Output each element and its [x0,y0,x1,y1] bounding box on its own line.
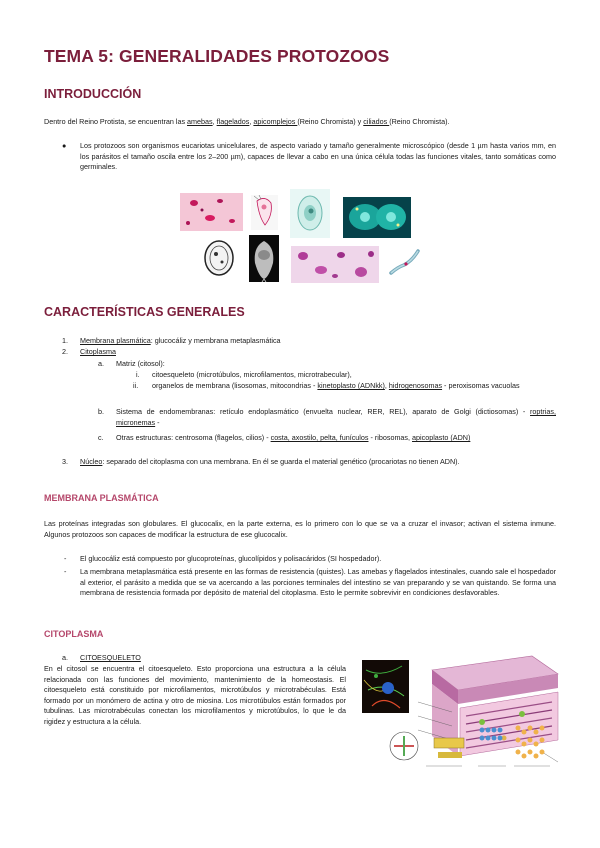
intro-text-a: Dentro del Reino Protista, se encuentran las [44,117,188,126]
ciliate-micrograph [290,189,330,238]
subheading-citoesqueleto-label: CITOESQUELETO [80,653,141,662]
endomembranas-text-b: - [155,417,160,427]
list-num-3: 3. [62,457,68,466]
cyst-drawing [197,236,241,280]
list-label-membrana: Membrana plasmática [80,336,151,345]
organelos-text-a: organelos de membrana (lisosomas, mitocondrias - [152,381,318,390]
fluorescent-micrograph [343,197,411,238]
bullet-dot: ● [62,141,67,150]
intro-text-b: (Reino Chromista) y [297,117,364,126]
membrana-point-metaplasmatica: La membrana metaplasmática está presente en las formas de resistencia (quistes). Las amebas y flagelados intestinales, cuando sale el hospedador al exterior, el parásito a medida que se va acercando a las porciones terminales del intestino se van preparando y se van quistando. Se forma una membrana de resistencia formada por depósito de material del citoplasma. Esto le permite sobrevivir en condiciones desfavorables. [80,567,556,598]
list-num-ii: ii. [133,381,139,390]
page-title: TEMA 5: GENERALIDADES PROTOZOOS [44,46,390,66]
list-label-citoplasma: Citoplasma [80,347,116,356]
sub-num-a: a. [62,653,68,662]
intro-paragraph [44,117,564,128]
list-num-i: i. [136,370,140,379]
membrana-point-glucocaliz: El glucocáliz está compuesto por glucoproteínas, glucolípidos y polisacáridos (SI hospedador). [80,554,382,563]
term-flagelados: flagelados [216,117,250,126]
amoeba-micrograph [180,193,243,231]
organelos-text-b: - peroxisomas vacuolas [442,381,520,390]
list-item-citoesqueleto: citoesqueleto (microtúbulos, microfilamentos, microtrabecular), [152,370,352,379]
citoesqueleto-paragraph: En el citosol se encuentra el citoesqueleto. Esto proporciona una estructura a la célula relacionada con las funciones del movimiento, mantenimiento de la homeostasis. El citoesqueleto está constituido por microfilamentos, microtúbulos y microtrabéculas. Está formado por un monómero de actina y otro de miosina. Los microtúbulos están formados por tubulinas. Las microtrabéculas conectan los microfilamentos y microtúbulos, lo que le da rigidez y estructura a la célula. [44,664,346,726]
cytoskeleton-fluorescence-image [362,660,409,713]
endomembranas-text-a: Sistema de endomembranas: retículo endoplasmático (envuelta nuclear, RER, REL), aparato de Golgi (dictiosomas) - [116,407,531,416]
list-num-1: 1. [62,336,68,345]
list-item-citoplasma [80,347,116,358]
filament-detail-diagrams [382,716,560,776]
term-apicomplejos: apicomplejos [253,117,298,126]
flagellate-drawing [251,195,278,230]
sep: , [384,381,389,390]
sep: , [212,117,217,126]
list-num-2: 2. [62,347,68,356]
list-item-nucleo [80,457,556,468]
subheading-citoesqueleto [80,653,141,664]
list-num-b: b. [98,407,104,416]
heading-citoplasma: CITOPLASMA [44,629,104,639]
dash-1: - [64,554,67,563]
heading-membrana-plasmatica: MEMBRANA PLASMÁTICA [44,493,159,503]
list-num-c: c. [98,433,104,442]
list-item-otras [116,433,556,444]
term-hidrogenosomas: hidrogenosomas [388,381,443,390]
term-roptrias: roptrias, micronemas [116,407,556,427]
otras-text-b: - ribosomas, [368,433,413,442]
list-item-endomembranas [116,407,556,428]
list-item-matriz: Matriz (citosol): [116,359,165,368]
term-apicoplasto: apicoplasto (ADN) [412,433,471,442]
apicomplexa-smear [291,246,379,283]
list-text-membrana: : glucocáliz y membrana metaplasmática [150,336,281,345]
heading-caracteristicas: CARACTERÍSTICAS GENERALES [44,305,245,319]
list-text-nucleo: : separado del citoplasma con una membrana. En él se guarda el material genético (procariotas no tienen ADN). [102,457,460,466]
list-label-nucleo: Núcleo [80,457,103,466]
membrana-paragraph: Las proteínas integradas son globulares. El glucocalix, en la parte externa, es lo primero con lo que se va a cruzar el invasor; activan el sistema inmune. Algunos protozoos son capaces de modificar la estructura de ese glucocalix. [44,519,556,539]
intro-bullet-text: Los protozoos son organismos eucariotas unicelulares, de aspecto variado y tamaño generalmente microscópico (desde 1 µm hasta varios mm, en los parásitos el tamaño oscila entre los 2–200 µm), capaces de llevar a cabo en una única célula todas las funciones vitales, tanto somáticas como germinales. [80,141,556,172]
dash-2: - [64,567,67,576]
otras-text-a: Otras estructuras: centrosoma (flagelos, cilios) - [116,433,271,442]
term-costa: costa, axostilo, pelta, funículos [270,433,369,442]
heading-introduccion: INTRODUCCIÓN [44,87,142,101]
term-kinetoplasto: kinetoplasto (ADNkk) [317,381,385,390]
sep: , [249,117,254,126]
term-amebas: amebas [187,117,213,126]
intro-text-c: (Reino Chromista). [389,117,450,126]
list-num-a: a. [98,359,104,368]
list-item-membrana [80,336,560,347]
giardia-sem-image [249,235,279,282]
term-ciliados: ciliados [363,117,390,126]
trypanosoma-drawing [388,243,421,281]
list-item-organelos [152,381,556,392]
